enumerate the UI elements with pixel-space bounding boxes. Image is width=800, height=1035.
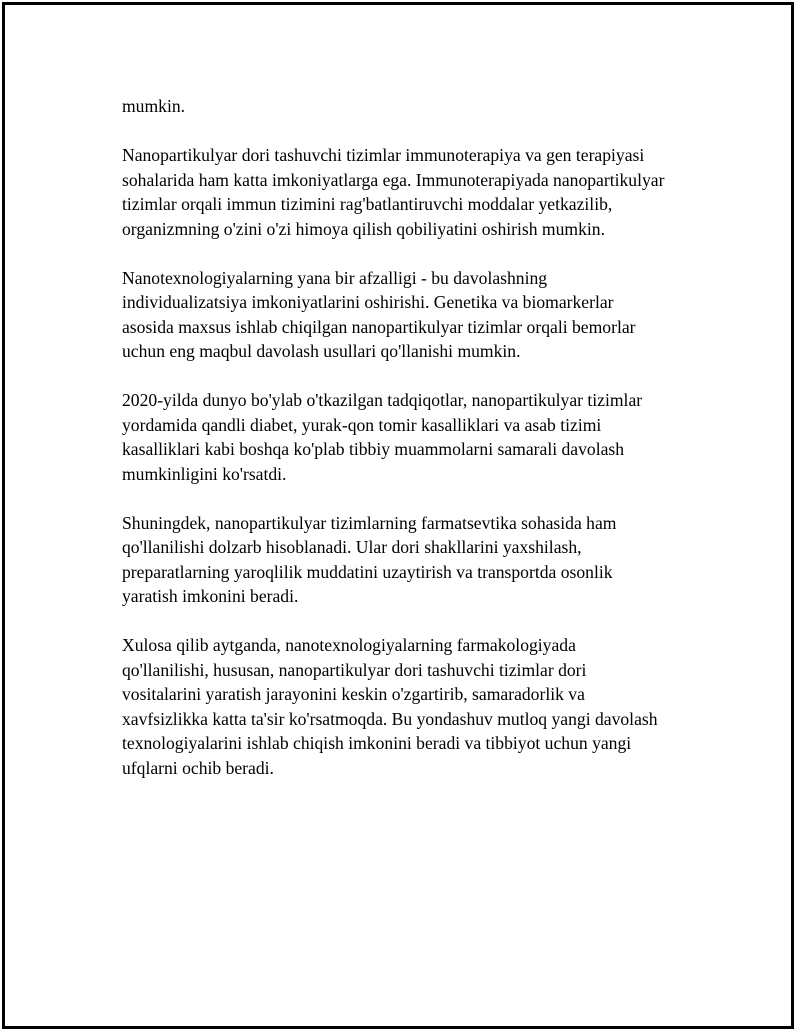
text-line: vositalarini yaratish jarayonini keskin o'zgartirib, samaradorlik va [122,684,585,704]
paragraph [122,388,712,486]
text-line: Nanotexnologiyalarning yana bir afzalligi - bu davolashning [122,267,548,288]
paragraph [122,511,712,609]
text-line: preparatlarning yaroqlilik muddatini uzaytirish va transportda osonlik [122,561,613,582]
paragraph [122,266,712,364]
text-line: qo'llanilishi, hususan, nanopartikulyar dori tashuvchi tizimlar dori [122,659,587,680]
text-line: texnologiyalarini ishlab chiqish imkonini beradi va tibbiyot uchun yangi [122,733,632,753]
text-line: kasalliklari kabi boshqa ko'plab tibbiy muammolarni samarali davolash [122,439,625,459]
page-content [122,94,712,805]
paragraph [122,94,712,119]
text-line: qo'llanilishi dolzarb hisoblanadi. Ular dori shakllarini yaxshilash, [122,537,582,557]
text-line: organizmning o'zini o'zi himoya qilish qobiliyatini oshirish mumkin. [122,218,605,239]
text-line: mumkinligini ko'rsatdi. [122,463,287,484]
text-line: yordamida qandli diabet, yurak-qon tomir kasalliklari va asab tizimi [122,414,602,435]
text-line: Shuningdek, nanopartikulyar tizimlarning farmatsevtika sohasida ham [122,512,617,533]
text-line: ufqlarni ochib beradi. [122,757,274,778]
text-line: uchun eng maqbul davolash usullari qo'llanishi mumkin. [122,341,521,361]
text-line: Nanopartikulyar dori tashuvchi tizimlar immunoterapiya va gen terapiyasi [122,145,645,165]
paragraph [122,633,712,780]
text-line: individualizatsiya imkoniyatlarini oshirishi. Genetika va biomarkerlar [122,292,614,312]
text-line: xavfsizlikka katta ta'sir ko'rsatmoqda. Bu yondashuv mutloq yangi davolash [122,708,658,729]
text-line: Xulosa qilib aytganda, nanotexnologiyalarning farmakologiyada [122,635,576,655]
text-line: sohalarida ham katta imkoniyatlarga ega. Immunoterapiyada nanopartikulyar [122,169,665,190]
text-line: asosida maxsus ishlab chiqilgan nanopartikulyar tizimlar orqali bemorlar [122,316,636,337]
text-line: tizimlar orqali immun tizimini rag'batlantiruvchi moddalar yetkazilib, [122,194,613,214]
text-line: yaratish imkonini beradi. [122,586,299,606]
page-frame [2,2,794,1029]
paragraph [122,143,712,241]
text-line: 2020-yilda dunyo bo'ylab o'tkazilgan tadqiqotlar, nanopartikulyar tizimlar [122,390,643,410]
text-line: mumkin. [122,96,186,116]
